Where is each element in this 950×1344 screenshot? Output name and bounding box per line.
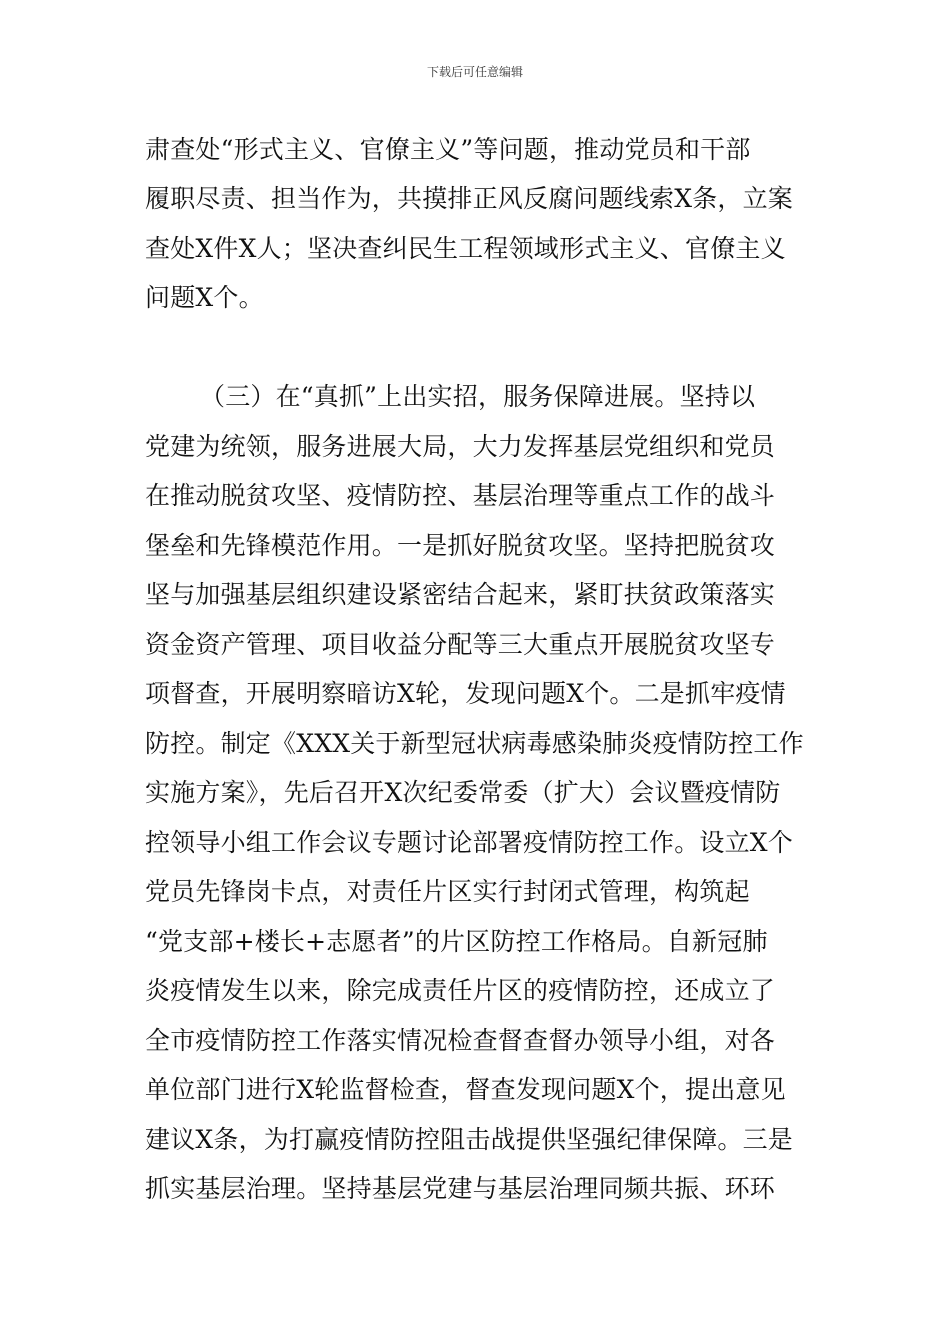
body-line-7: 在推动脱贫攻坚、疫情防控、基层治理等重点工作的战斗 — [145, 481, 776, 510]
body-line-12: 防控。制定《XXX关于新型冠状病毒感染肺炎疫情防控工作 — [145, 729, 804, 758]
body-line-18: 全市疫情防控工作落实情况检查督查督办领导小组，对各 — [145, 1026, 776, 1055]
body-line-8: 堡垒和先锋模范作用。一是抓好脱贫攻坚。坚持把脱贫攻 — [145, 531, 776, 560]
body-line-11: 项督查，开展明察暗访X轮，发现问题X个。二是抓牢疫情 — [145, 679, 786, 708]
body-line-6: 党建为统领，服务进展大局，大力发挥基层党组织和党员 — [145, 432, 776, 461]
page-header: 下载后可任意编辑 — [426, 65, 523, 79]
body-line-10: 资金资产管理、项目收益分配等三大重点开展脱贫攻坚专 — [145, 630, 776, 659]
body-line-15: 党员先锋岗卡点，对责任片区实行封闭式管理，构筑起 — [145, 877, 750, 906]
body-line-14: 控领导小组工作会议专题讨论部署疫情防控工作。设立X个 — [145, 828, 794, 857]
body-line-21: 抓实基层治理。坚持基层党建与基层治理同频共振、环环 — [145, 1174, 776, 1203]
body-line-20: 建议X条，为打赢疫情防控阻击战提供坚强纪律保障。三是 — [145, 1125, 794, 1154]
body-line-3: 查处X件X人；坚决查纠民生工程领域形式主义、官僚主义 — [145, 234, 786, 263]
body-line-16: “党支部+楼长+志愿者”的片区防控工作格局。自新冠肺 — [145, 927, 768, 956]
body-line-19: 单位部门进行X轮监督检查，督查发现问题X个，提出意见 — [145, 1075, 786, 1104]
body-line-17: 炎疫情发生以来，除完成责任片区的疫情防控，还成立了 — [145, 976, 776, 1005]
body-line-13: 实施方案》，先后召开X次纪委常委（扩大）会议暨疫情防 — [145, 778, 781, 807]
paragraph-heading-line: （三）在“真抓”上出实招，服务保障进展。坚持以 — [200, 382, 756, 411]
body-line-1: 肃查处“形式主义、官僚主义”等问题，推动党员和干部 — [145, 135, 751, 164]
body-line-4: 问题X个。 — [145, 283, 264, 312]
body-line-9: 坚与加强基层组织建设紧密结合起来，紧盯扶贫政策落实 — [145, 580, 776, 609]
body-line-2: 履职尽责、担当作为，共摸排正风反腐问题线索X条，立案 — [145, 184, 794, 213]
